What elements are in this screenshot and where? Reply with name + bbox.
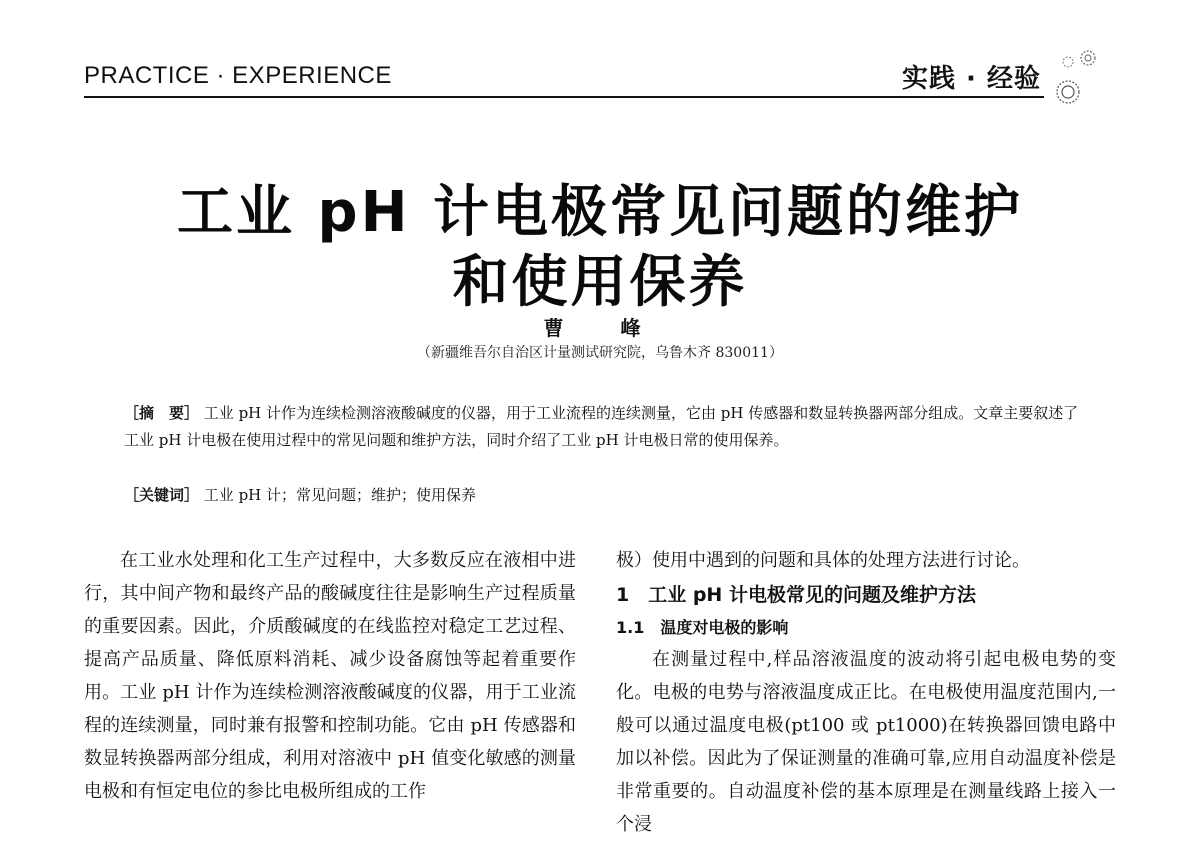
- left-column: [84, 544, 576, 808]
- abstract: [124, 400, 1084, 454]
- journal-section-cn: 实践 · 经验: [902, 64, 1041, 94]
- article-title-line-1: 工业 pH 计电极常见问题的维护: [177, 180, 1023, 245]
- right-column: [616, 544, 1116, 841]
- continuation-text: 极）使用中遇到的问题和具体的处理方法进行讨论。: [616, 550, 1030, 571]
- intro-paragraph: 在工业水处理和化工生产过程中，大多数反应在液相中进行，其中间产物和最终产品的酸碱度往往是影响生产过程质量的重要因素。因此，介质酸碱度的在线监控对稳定工艺过程、提高产品质量、降低原料消耗、减少设备腐蚀等起着重要作用。工业 pH 计作为连续检测溶液酸碱度的仪器，用于工业流程的连续测量，同时兼有报警和控制功能。它由 pH 传感器和数显转换器两部分组成，利用对溶液中 pH 值变化敏感的测量电极和有恒定电位的参比电极所组成的工作: [84, 550, 576, 802]
- abstract-label: ［摘 要］: [124, 404, 200, 422]
- header-rule: [84, 96, 1044, 98]
- abstract-text: 工业 pH 计作为连续检测溶液酸碱度的仪器，用于工业流程的连续测量，它由 pH 传感器和数显转换器两部分组成。文章主要叙述了工业 pH 计电极在使用过程中的常见问题和维护方法，同时介绍了工业 pH 计电极日常的使用保养。: [124, 404, 1079, 449]
- keywords-label: ［关键词］: [124, 486, 200, 504]
- section-heading-1: 1 工业 pH 计电极常见的问题及维护方法: [616, 584, 976, 606]
- article-title-line-2: 和使用保养: [452, 250, 748, 315]
- author-affiliation: （新疆维吾尔自治区计量测试研究院，乌鲁木齐 830011）: [417, 345, 783, 361]
- author-name: 曹 峰: [543, 316, 657, 340]
- keywords-text: 工业 pH 计；常见问题；维护；使用保养: [203, 486, 477, 504]
- circles-ornament-icon: [1040, 40, 1110, 114]
- journal-section-en: PRACTICE · EXPERIENCE: [84, 62, 392, 89]
- keywords: [124, 484, 1084, 505]
- subsection-heading-1-1: 1.1 温度对电极的影响: [616, 618, 789, 637]
- temperature-paragraph: 在测量过程中,样品溶液温度的波动将引起电极电势的变化。电极的电势与溶液温度成正比。在电极使用温度范围内,一般可以通过温度电极(pt100 或 pt1000)在转换器回馈电路中加以补偿。因此为了保证测量的准确可靠,应用自动温度补偿是非常重要的。自动温度补偿的基本原理是在测量线路上接入一个浸: [616, 649, 1116, 835]
